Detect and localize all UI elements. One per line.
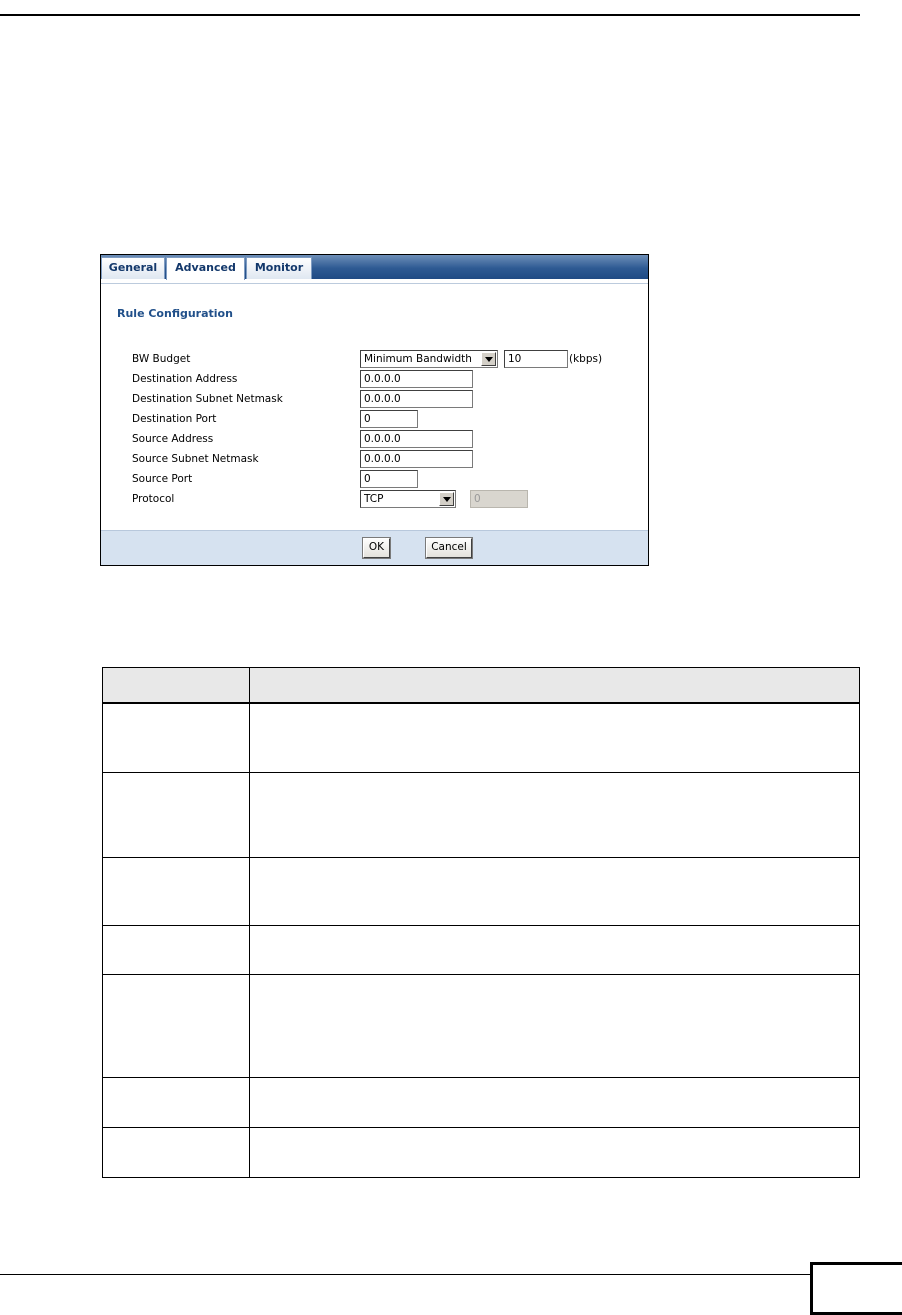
src-netmask-label: Source Subnet Netmask (132, 453, 259, 465)
page-number-box (810, 1262, 902, 1315)
dest-port-input[interactable]: 0 (360, 410, 418, 428)
bw-budget-select-value: Minimum Bandwidth (364, 353, 472, 365)
protocol-number-input: 0 (470, 490, 528, 508)
table-row (103, 1077, 860, 1127)
tab-monitor[interactable]: Monitor (246, 257, 312, 279)
bw-budget-input[interactable]: 10 (504, 350, 568, 368)
tab-general[interactable]: General (101, 257, 165, 279)
header-rule (0, 14, 860, 16)
table-row (103, 772, 860, 857)
table-row (103, 1127, 860, 1177)
bw-budget-unit: (kbps) (569, 353, 603, 365)
bw-budget-select[interactable] (360, 350, 498, 368)
src-port-input[interactable]: 0 (360, 470, 418, 488)
table-header-cell (250, 668, 860, 704)
table-row (103, 974, 860, 1077)
footer-rule (0, 1274, 810, 1275)
src-address-label: Source Address (132, 433, 214, 445)
protocol-select-value: TCP (364, 493, 384, 505)
tab-advanced[interactable]: Advanced (166, 257, 245, 280)
bw-budget-label: BW Budget (132, 353, 191, 365)
table-header-cell (103, 668, 250, 704)
section-heading: Rule Configuration (117, 307, 233, 320)
dest-port-label: Destination Port (132, 413, 217, 425)
table-row (103, 925, 860, 974)
rule-config-screenshot (100, 254, 649, 566)
dest-address-label: Destination Address (132, 373, 238, 385)
table-header-row (103, 668, 860, 704)
tab-bar (101, 255, 648, 279)
dest-netmask-label: Destination Subnet Netmask (132, 393, 283, 405)
dest-address-input[interactable]: 0.0.0.0 (360, 370, 473, 388)
ok-button[interactable]: OK (363, 538, 390, 558)
chevron-down-icon (439, 492, 454, 506)
table-row (103, 703, 860, 772)
src-netmask-input[interactable]: 0.0.0.0 (360, 450, 473, 468)
dest-netmask-input[interactable]: 0.0.0.0 (360, 390, 473, 408)
src-port-label: Source Port (132, 473, 193, 485)
src-address-input[interactable]: 0.0.0.0 (360, 430, 473, 448)
button-bar (101, 530, 648, 565)
protocol-label: Protocol (132, 493, 175, 505)
chevron-down-icon (481, 352, 496, 366)
table-row (103, 857, 860, 925)
protocol-select[interactable] (360, 490, 456, 508)
cancel-button[interactable]: Cancel (426, 538, 472, 558)
tab-divider (101, 283, 648, 284)
field-description-table (102, 667, 860, 1178)
